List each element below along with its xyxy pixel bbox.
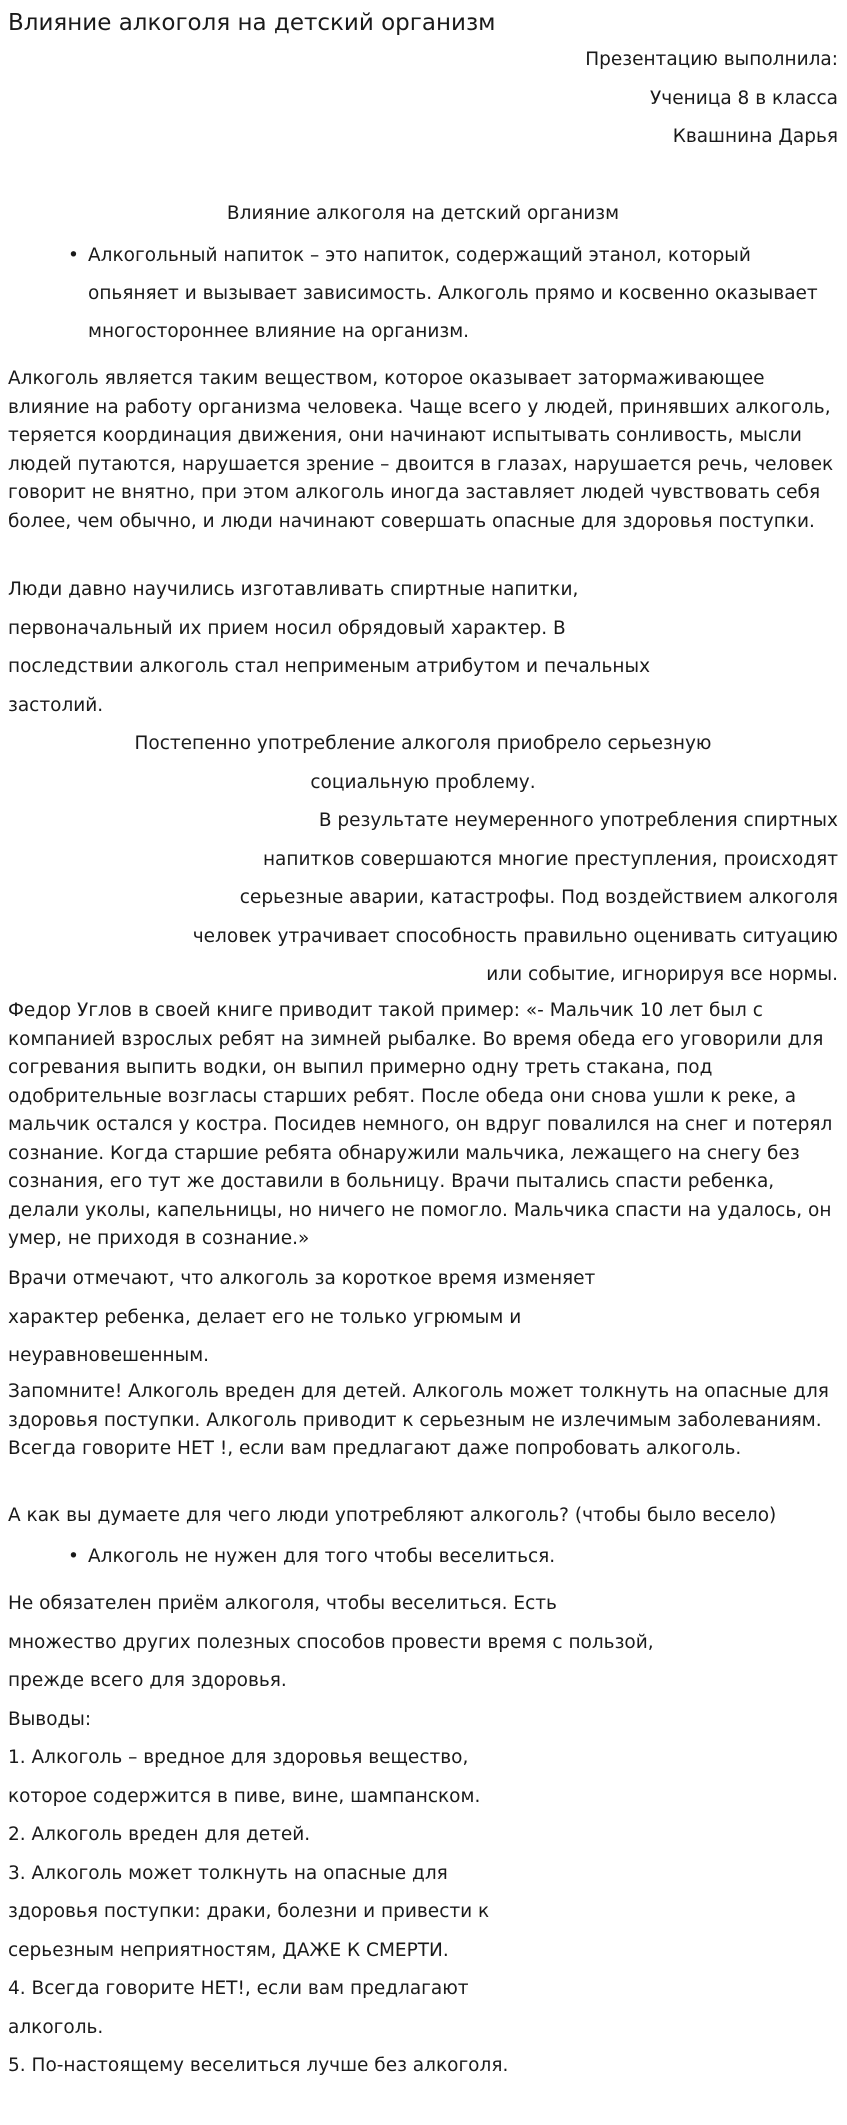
- conclusion-line: алкоголь.: [8, 2017, 104, 2038]
- slide-subtitle: Влияние алкоголя на детский организм: [226, 203, 620, 224]
- history-line: застолий.: [8, 695, 104, 716]
- fun-bullet: • Алкоголь не нужен для того чтобы веселиться.: [88, 1538, 840, 1576]
- doctors-line: характер ребенка, делает его не только угрюмым и: [8, 1307, 522, 1328]
- right-aligned-line: напитков совершаются многие преступления, происходят: [262, 849, 838, 870]
- fun-line: множество других полезных способов провести время с пользой,: [8, 1632, 654, 1653]
- conclusion-line: 5. По-настоящему веселиться лучше без алкоголя.: [8, 2055, 509, 2076]
- conclusion-line: 1. Алкоголь – вредное для здоровья вещество,: [8, 1747, 469, 1768]
- doctors-line: неуравновешенным.: [8, 1345, 210, 1366]
- uglov-paragraph: Федор Углов в своей книге приводит такой пример: «- Мальчик 10 лет был с компанией взрослых ребят на зимней рыбалке. Во время обеда его уговорили для согревания выпить водки, он выпил примерно одну треть стакана, под одобрительные возгласы старших ребят. После обеда они снова ушли к реке, а мальчик остался у костра. Посидев немного, он вдруг повалился на снег и потерял сознание. Когда старшие ребята обнаружили мальчика, лежащего на снегу без сознания, его тут же доставили в больницу. Врачи пытались спасти ребенка, делали уколы, капельницы, но ничего не помогло. Мальчика спасти на удалось, он умер, не приходя в сознание.»: [8, 1000, 833, 1249]
- right-aligned-line: серьезные аварии, катастрофы. Под воздействием алкоголя: [239, 887, 838, 908]
- right-aligned-line: или событие, игнорируя все нормы.: [486, 964, 838, 985]
- centered-line: Постепенно употребление алкоголя приобрело серьезную: [134, 733, 712, 754]
- conclusion-line: 4. Всегда говорите НЕТ!, если вам предлагают: [8, 1978, 469, 1999]
- question-line: А как вы думаете для чего люди употребляют алкоголь? (чтобы было весело): [8, 1505, 777, 1526]
- remember-paragraph: Запомните! Алкоголь вреден для детей. Алкоголь может толкнуть на опасные для здоровья поступки. Алкоголь приводит к серьезным не излечимым заболеваниям. Всегда говорите НЕТ !, если вам предлагают даже попробовать алкоголь.: [8, 1381, 829, 1459]
- centered-line: социальную проблему.: [310, 772, 536, 793]
- right-aligned-line: человек утрачивает способность правильно оценивать ситуацию: [192, 926, 838, 947]
- fun-line: Не обязателен приём алкоголя, чтобы веселиться. Есть: [8, 1593, 557, 1614]
- conclusion-line: которое содержится в пиве, вине, шампанском.: [8, 1786, 481, 1807]
- conclusions-heading: Выводы:: [8, 1709, 92, 1730]
- page-title: Влияние алкоголя на детский организм: [8, 10, 496, 36]
- doctors-line: Врачи отмечают, что алкоголь за короткое время изменяет: [8, 1268, 596, 1289]
- history-line: первоначальный их прием носил обрядовый характер. В: [8, 618, 566, 639]
- conclusion-line: 3. Алкоголь может толкнуть на опасные для: [8, 1863, 448, 1884]
- author-line: Презентацию выполнила:: [585, 49, 838, 70]
- history-line: Люди давно научились изготавливать спиртные напитки,: [8, 579, 579, 600]
- conclusion-line: здоровья поступки: драки, болезни и привести к: [8, 1901, 490, 1922]
- history-line: последствии алкоголь стал неприменым атрибутом и печальных: [8, 656, 651, 677]
- effects-paragraph: Алкоголь является таким веществом, которое оказывает затормаживающее влияние на работу организма человека. Чаще всего у людей, принявших алкоголь, теряется координация движения, они начинают испытывать сонливость, мысли людей путаются, нарушается зрение – двоится в глазах, нарушается речь, человек говорит не внятно, при этом алкоголь иногда заставляет людей чувствовать себя более, чем обычно, и люди начинают совершать опасные для здоровья поступки.: [8, 368, 834, 532]
- author-line: Квашнина Дарья: [672, 126, 838, 147]
- intro-bullet: • Алкогольный напиток – это напиток, содержащий этанол, который опьяняет и вызывает зависимость. Алкоголь прямо и косвенно оказывает многостороннее влияние на организм.: [88, 237, 840, 351]
- conclusion-line: 2. Алкоголь вреден для детей.: [8, 1824, 311, 1845]
- author-line: Ученица 8 в класса: [650, 88, 838, 109]
- conclusion-line: серьезным неприятностям, ДАЖЕ К СМЕРТИ.: [8, 1940, 449, 1961]
- right-aligned-line: В результате неумеренного употребления спиртных: [318, 810, 838, 831]
- fun-line: прежде всего для здоровья.: [8, 1670, 287, 1691]
